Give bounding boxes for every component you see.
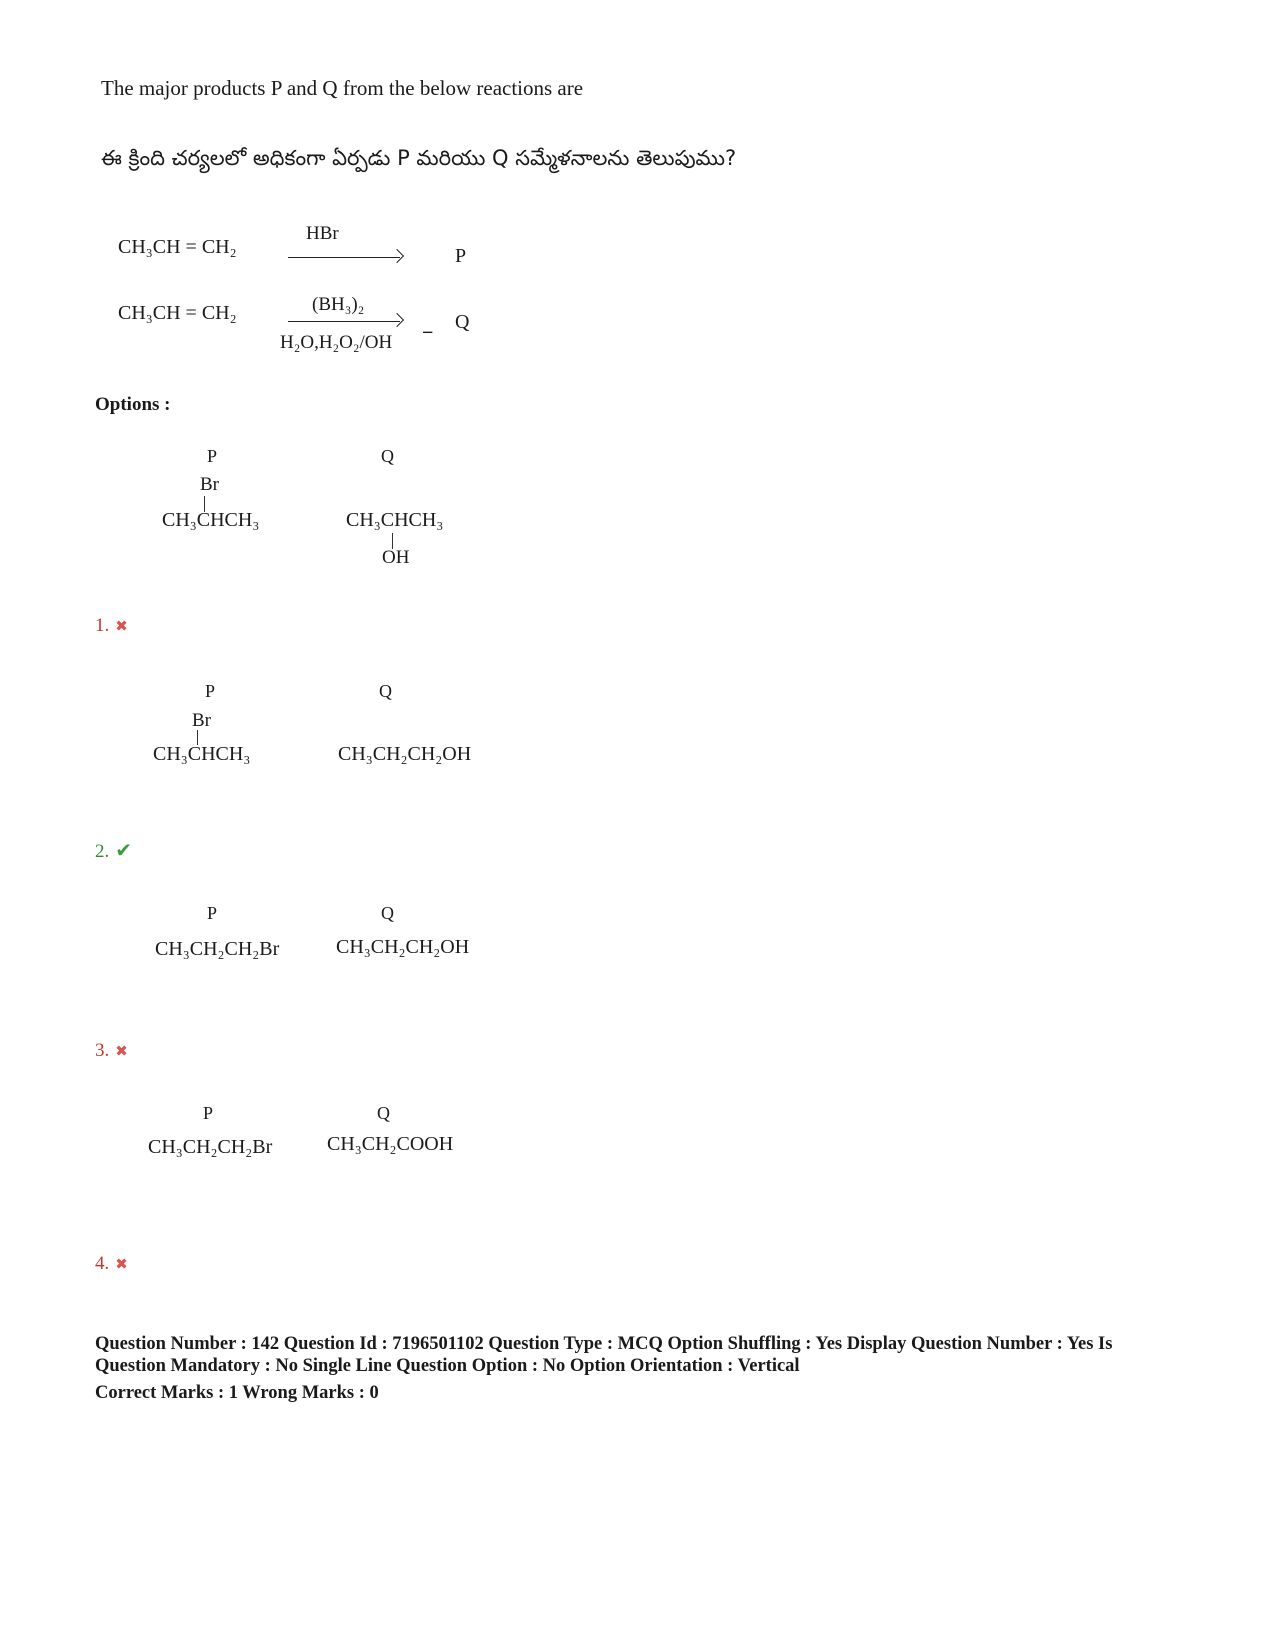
option-2-q-header: Q	[379, 681, 392, 701]
reaction-2-product: Q	[455, 311, 470, 333]
question-text-english: The major products P and Q from the below reactions are	[101, 76, 584, 100]
option-2-p-formula: CH₃CHCH₃	[153, 743, 251, 765]
reaction-2-arrow	[288, 321, 400, 322]
option-4-q-header: Q	[377, 1103, 390, 1123]
option-1-q-header: Q	[381, 446, 394, 466]
reaction-1-reagent: HBr	[306, 223, 339, 244]
question-meta-line-1: Question Number : 142 Question Id : 7196501102 Question Type : MCQ Option Shuffling : Yes Display Question Number : Yes Is	[95, 1334, 1113, 1354]
option-4-p-formula: CH₃CH₂CH₂Br	[148, 1136, 273, 1158]
option-2-number: 2.	[95, 841, 110, 862]
options-label: Options :	[95, 394, 171, 415]
option-1-p-substituent: Br	[200, 474, 219, 495]
question-meta-line-2: Question Mandatory : No Single Line Question Option : No Option Orientation : Vertical	[95, 1356, 800, 1376]
option-1-row[interactable]	[95, 615, 128, 637]
option-3-p-header: P	[207, 903, 218, 923]
reaction-1-reactant: CH₃CH = CH₂	[118, 236, 237, 258]
option-4-q-formula: CH₃CH₂COOH	[327, 1133, 454, 1155]
option-1-p-header: P	[207, 446, 218, 466]
cross-icon: ✖	[115, 1257, 128, 1273]
reaction-2-charge: −	[422, 322, 434, 344]
cross-icon: ✖	[115, 619, 128, 635]
reaction-2-reagent-below: H₂O,H₂O₂/OH	[280, 332, 393, 353]
option-4-number: 4.	[95, 1253, 110, 1274]
reaction-2-reactant: CH₃CH = CH₂	[118, 302, 237, 324]
question-marks: Correct Marks : 1 Wrong Marks : 0	[95, 1383, 379, 1403]
option-3-row[interactable]	[95, 1040, 128, 1062]
option-2-q-formula: CH₃CH₂CH₂OH	[338, 743, 472, 765]
reaction-1-product: P	[455, 245, 467, 267]
option-1-q-formula: CH₃CHCH₃	[346, 509, 444, 531]
option-3-number: 3.	[95, 1040, 110, 1061]
option-3-q-formula: CH₃CH₂CH₂OH	[336, 936, 470, 958]
option-4-p-header: P	[203, 1103, 214, 1123]
cross-icon: ✖	[115, 1044, 128, 1060]
check-icon: ✔	[115, 840, 133, 862]
reaction-2-reagent-above: (BH₃)₂	[312, 294, 365, 315]
option-2-row[interactable]	[95, 838, 132, 863]
option-4-row[interactable]	[95, 1253, 128, 1275]
option-2-p-substituent: Br	[192, 710, 211, 731]
reaction-1-arrow	[288, 257, 400, 258]
question-text-telugu: ఈ క్రింది చర్యలలో అధికంగా ఏర్పడు P మరియు Q సమ్మేళనాలను తెలుపుము?	[101, 146, 737, 170]
option-3-p-formula: CH₃CH₂CH₂Br	[155, 938, 280, 960]
option-2-p-header: P	[205, 681, 216, 701]
option-1-q-substituent: OH	[382, 547, 410, 568]
option-1-number: 1.	[95, 615, 110, 636]
option-3-q-header: Q	[381, 903, 394, 923]
option-1-p-formula: CH₃CHCH₃	[162, 509, 260, 531]
